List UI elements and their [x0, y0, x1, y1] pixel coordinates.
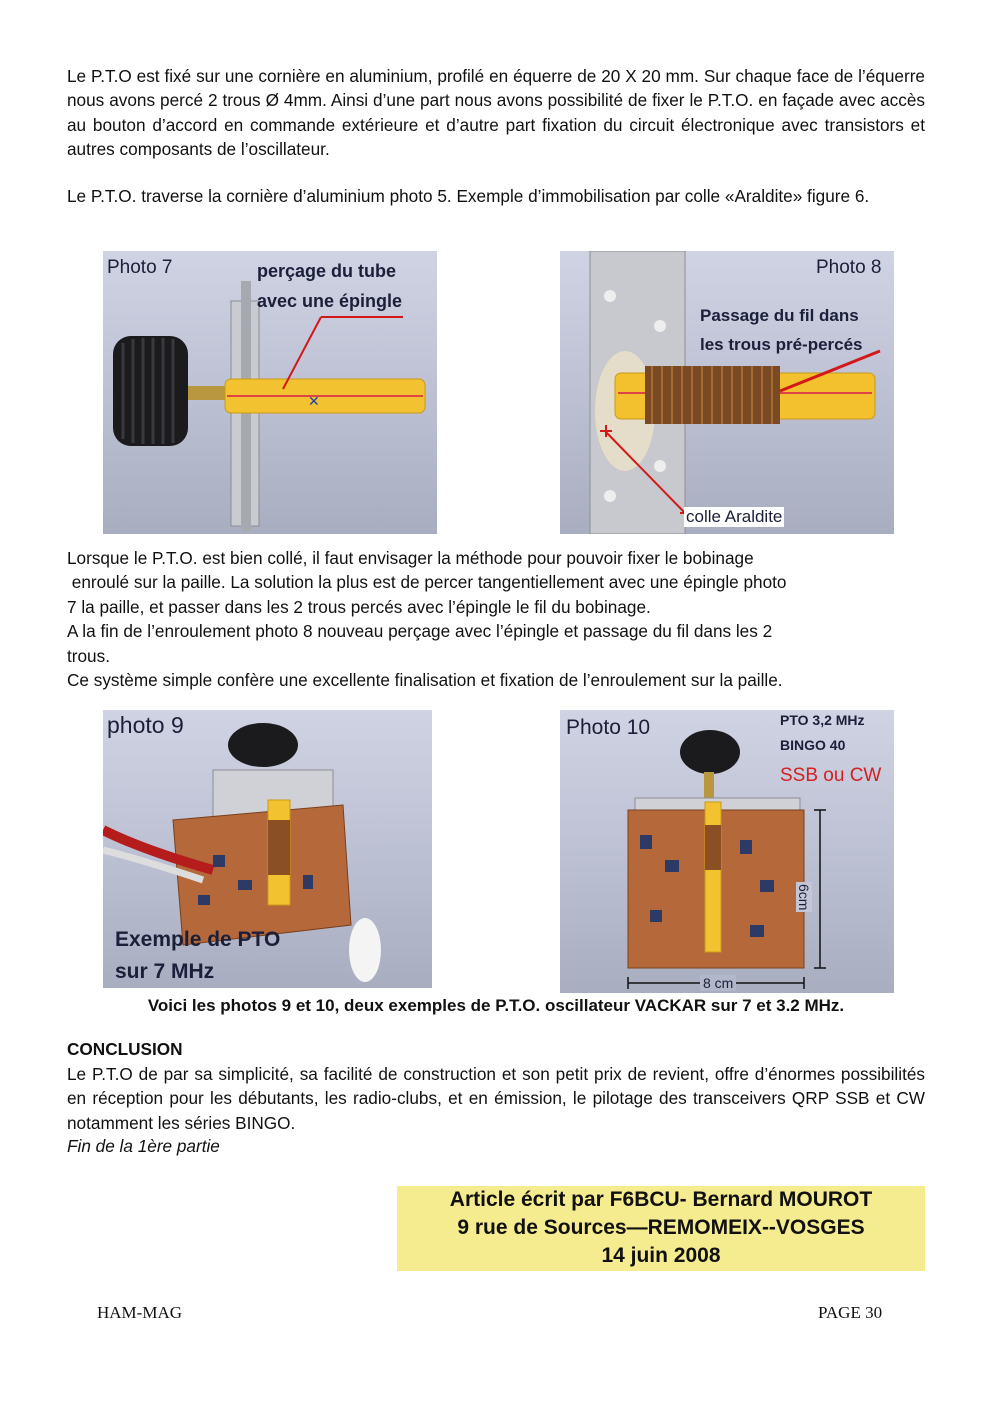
photo-10: [560, 710, 894, 993]
photo-8-label-bottom: colle Araldite: [686, 507, 783, 526]
photo-8-label-line2: les trous pré-percés: [700, 335, 863, 354]
photo-10-dimension-vertical: 6cm: [796, 884, 812, 911]
paragraph-line: enroulé sur la paille. La solution la plus est de percer tangentiellement avec une épingle photo: [67, 572, 787, 593]
photo-10-label-line2: BINGO 40: [780, 737, 846, 753]
paragraph-line: trous.: [67, 645, 110, 666]
photo-8-title: Photo 8: [816, 257, 882, 278]
photo-10-label-line3: SSB ou CW: [780, 765, 882, 786]
paragraph-pto-mounting: Le P.T.O est fixé sur une cornière en aluminium, profilé en équerre de 20 X 20 mm. Sur chaque face de l’équerre nous avons percé 2 trous Ø 4mm. Ainsi d’une part nous avons possibilité de fixer le P.T.O. en façade avec accès au bouton d’accord en commande extérieure et d’autre part fixation du circuit électronique avec transistors et autres composants de l’oscillateur.: [67, 66, 925, 160]
photo-8-image: [560, 251, 894, 534]
paragraph-line: Lorsque le P.T.O. est bien collé, il faut envisager la méthode pour pouvoir fixer le bobinage: [67, 548, 754, 568]
photo-7: [103, 251, 437, 534]
conclusion-body: Le P.T.O de par sa simplicité, sa facilité de construction et son petit prix de revient, offre d’énormes possibilités en réception pour les débutants, les radio-clubs, et en émission, le pilotage des transceivers QRP SSB et CW notamment les séries BINGO.: [67, 1064, 925, 1133]
photo-10-title: Photo 10: [566, 716, 651, 739]
author-address: 9 rue de Sources—REMOMEIX--VOSGES: [457, 1216, 865, 1239]
conclusion-heading: CONCLUSION: [67, 1039, 183, 1059]
author-line: Article écrit par F6BCU- Bernard MOUROT: [449, 1188, 873, 1211]
paragraph-line: A la fin de l’enroulement photo 8 nouveau perçage avec l’épingle et passage du fil dans les 2: [67, 621, 773, 642]
photo-9-title: photo 9: [107, 712, 184, 738]
photo-9: [103, 710, 432, 988]
photo-10-label-line1: PTO 3,2 MHz: [780, 712, 865, 728]
conclusion-end-note: Fin de la 1ère partie: [67, 1136, 220, 1156]
photo-9-label-line2: sur 7 MHz: [115, 960, 215, 983]
paragraph-pto-cornier: Le P.T.O. traverse la cornière d’aluminium photo 5. Exemple d’immobilisation par colle «Araldite» figure 6.: [67, 186, 870, 206]
author-date: 14 juin 2008: [601, 1244, 721, 1267]
svg-text:✕: ✕: [308, 393, 320, 409]
footer-page-number: PAGE 30: [818, 1303, 883, 1322]
photo-7-label-line2: avec une épingle: [257, 291, 403, 311]
photo-10-dimension-horizontal: 8 cm: [700, 975, 736, 991]
photo-7-title: Photo 7: [107, 257, 173, 278]
paragraph-pto-method: [67, 546, 925, 692]
photos-caption: Voici les photos 9 et 10, deux exemples de P.T.O. oscillateur VACKAR sur 7 et 3.2 MHz.: [147, 996, 845, 1015]
photo-9-label-line1: Exemple de PTO: [115, 928, 281, 951]
paragraph-line: Ce système simple confère une excellente finalisation et fixation de l’enroulement sur la paille.: [67, 670, 783, 691]
footer-publication: HAM-MAG: [97, 1303, 182, 1322]
photo-7-label-line1: perçage du tube: [257, 261, 397, 281]
photo-8: [560, 251, 894, 534]
photo-8-label-line1: Passage du fil dans: [700, 306, 859, 325]
author-box: [397, 1186, 925, 1271]
paragraph-line: 7 la paille, et passer dans les 2 trous percés avec l’épingle le fil du bobinage.: [67, 596, 651, 617]
